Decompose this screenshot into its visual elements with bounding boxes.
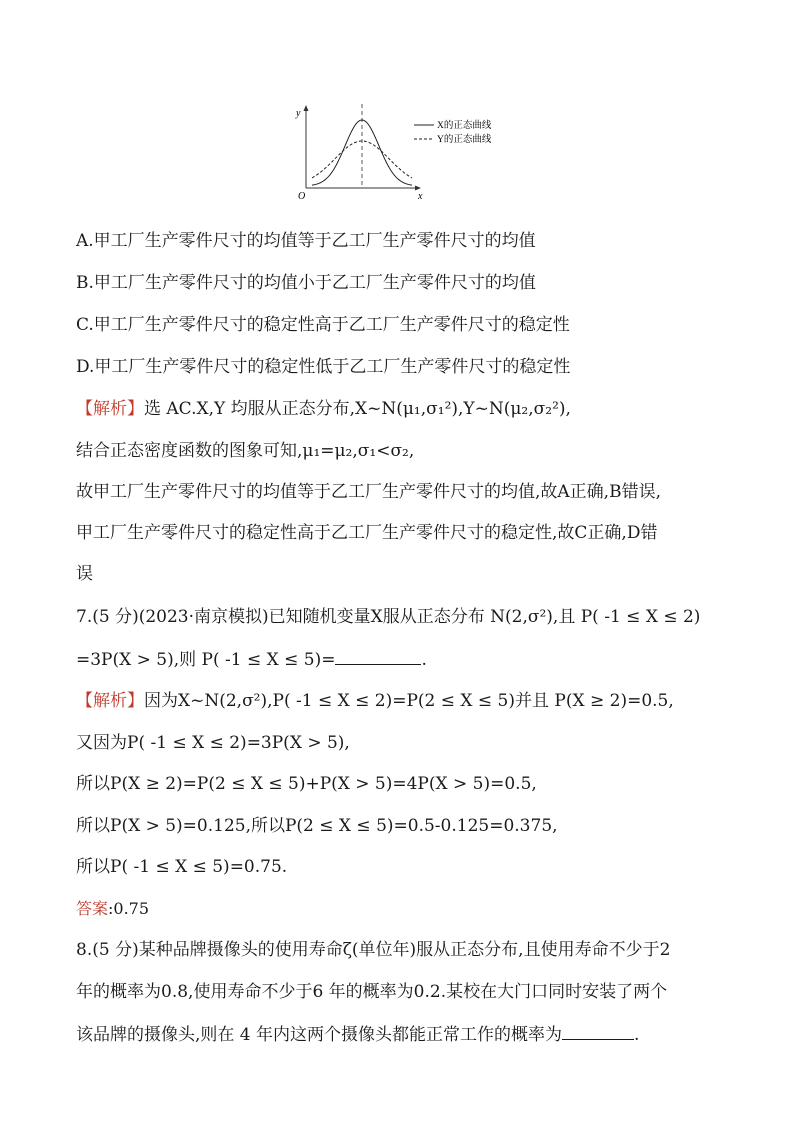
q7-stem-line-1: 7.(5 分)(2023·南京模拟)已知随机变量X服从正态分布 N(2,σ²),且 P( -1 ≤ X ≤ 2) — [76, 607, 701, 627]
q6-analysis-line-2: 结合正态密度函数的图象可知,μ₁=μ₂,σ₁<σ₂, — [76, 441, 415, 461]
q6-analysis-text-1: 选 AC.X,Y 均服从正态分布,X~N(μ₁,σ₁²),Y~N(μ₂,σ₂²), — [144, 399, 571, 419]
q6-analysis-line-3: 故甲工厂生产零件尺寸的均值等于乙工厂生产零件尺寸的均值,故A正确,B错误, — [76, 482, 661, 502]
option-a: A.甲工厂生产零件尺寸的均值等于乙工厂生产零件尺寸的均值 — [76, 231, 536, 251]
q8-stem-end: . — [634, 1025, 640, 1045]
q7-analysis-text-1: 因为X~N(2,σ²),P( -1 ≤ X ≤ 2)=P(2 ≤ X ≤ 5)并且 P(X ≥ 2)=0.5, — [144, 691, 674, 711]
q7-stem-end: . — [421, 650, 427, 670]
y-axis-arrow — [304, 105, 309, 111]
q7-answer — [76, 898, 149, 920]
q7-analysis-line-1 — [76, 690, 674, 712]
q8-stem-line-3 — [76, 1023, 639, 1046]
legend-x-label: X的正态曲线 — [437, 121, 492, 131]
option-d: D.甲工厂生产零件尺寸的稳定性低于乙工厂生产零件尺寸的稳定性 — [76, 357, 571, 377]
q8-stem-line-1: 8.(5 分)某种品牌摄像头的使用寿命ζ(单位年)服从正态分布,且使用寿命不少于2 — [76, 940, 671, 960]
q8-stem-text-3: 该品牌的摄像头,则在 4 年内这两个摄像头都能正常工作的概率为 — [76, 1025, 563, 1045]
y-axis-label: y — [296, 108, 301, 119]
origin-label: O — [298, 191, 306, 202]
q7-analysis-line-2: 又因为P( -1 ≤ X ≤ 2)=3P(X > 5), — [76, 733, 350, 753]
x-axis-arrow — [415, 186, 421, 191]
normal-curves-figure — [286, 98, 526, 208]
analysis-tag: 【解析】 — [76, 399, 144, 419]
q7-stem-text-2: =3P(X > 5),则 P( -1 ≤ X ≤ 5)= — [76, 650, 336, 670]
q6-analysis-line-4: 甲工厂生产零件尺寸的稳定性高于乙工厂生产零件尺寸的稳定性,故C正确,D错 — [76, 523, 658, 543]
q7-answer-blank — [335, 648, 421, 665]
analysis-tag: 【解析】 — [76, 691, 144, 711]
q7-analysis-line-4: 所以P(X > 5)=0.125,所以P(2 ≤ X ≤ 5)=0.5-0.125=0.375, — [76, 816, 558, 836]
legend-y-label: Y的正态曲线 — [437, 135, 492, 145]
q8-stem-line-2: 年的概率为0.8,使用寿命不少于6 年的概率为0.2.某校在大门口同时安装了两个 — [76, 982, 668, 1002]
option-b: B.甲工厂生产零件尺寸的均值小于乙工厂生产零件尺寸的均值 — [76, 273, 536, 293]
q8-answer-blank — [562, 1023, 634, 1040]
q7-analysis-line-5: 所以P( -1 ≤ X ≤ 5)=0.75. — [76, 857, 288, 877]
option-c: C.甲工厂生产零件尺寸的稳定性高于乙工厂生产零件尺寸的稳定性 — [76, 315, 570, 335]
answer-label: 答案 — [76, 899, 109, 918]
q6-analysis-line-5: 误 — [76, 564, 93, 584]
q6-analysis-line-1 — [76, 398, 571, 420]
q7-stem-line-2 — [76, 648, 427, 671]
q7-analysis-line-3: 所以P(X ≥ 2)=P(2 ≤ X ≤ 5)+P(X > 5)=4P(X > 5)=0.5, — [76, 774, 537, 794]
answer-value: :0.75 — [108, 899, 150, 918]
x-axis-label: x — [418, 191, 423, 202]
